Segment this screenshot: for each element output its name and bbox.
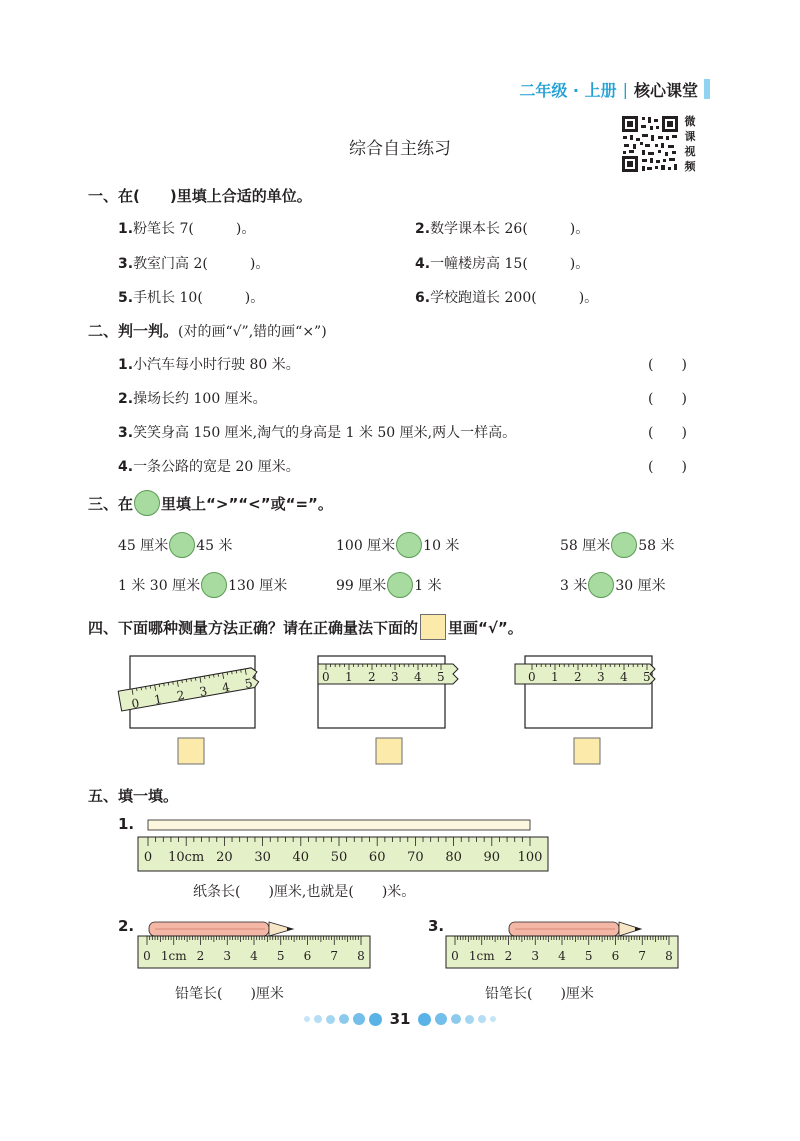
square-box-icon — [420, 614, 446, 640]
ruler-3 — [515, 664, 655, 684]
ruler-tick-label: 2 — [196, 949, 205, 963]
s2-item-3: 3.笑笑身高 150 厘米,淘气的身高是 1 米 50 厘米,两人一样高。 — [118, 425, 517, 441]
ruler-tick — [204, 676, 205, 679]
ruler-tick — [218, 674, 219, 677]
ruler2-label-3: 3 — [391, 670, 399, 684]
ruler3-label-5: 5 — [643, 670, 651, 684]
ruler-tick-label: 4 — [558, 949, 566, 963]
paper-strip — [148, 820, 530, 830]
s2-answer-1[interactable]: ( ) — [648, 357, 687, 373]
ruler-tick-label: 8 — [665, 949, 673, 963]
q1-ruler-figure — [135, 815, 555, 875]
s2-item-2: 2.操场长约 100 厘米。 — [118, 391, 267, 407]
section-label: 核心课堂 — [633, 80, 698, 100]
s1-item-6: 6.学校跑道长 200( )。 — [415, 290, 599, 306]
circle-icon — [134, 490, 160, 516]
ruler2-label-0: 0 — [322, 670, 330, 684]
ruler-tick — [214, 674, 215, 677]
ruler-tick-label: 20 — [216, 850, 233, 865]
ruler-tick-label: 90 — [483, 850, 501, 865]
ruler-tick — [137, 688, 138, 691]
header-bar — [704, 79, 710, 99]
q2-number: 2. — [118, 917, 135, 935]
ruler-tick — [209, 675, 210, 678]
ruler-tick — [236, 670, 237, 673]
s3-cmp-5: 99 厘米 1 米 — [336, 572, 442, 598]
ruler-tick — [191, 678, 192, 681]
book-header — [519, 78, 710, 100]
ruler-tick — [232, 671, 233, 674]
ruler-tick — [227, 672, 228, 675]
s2-answer-4[interactable]: ( ) — [648, 459, 687, 475]
compare-circle[interactable] — [588, 572, 614, 598]
s1-item-2: 2.数学课本长 26( )。 — [415, 221, 590, 237]
ruler3-label-1: 1 — [551, 670, 559, 684]
ruler-tick-label: 3 — [223, 949, 232, 963]
s1-item-4: 4.一幢楼房高 15( )。 — [415, 256, 590, 272]
measure-figures — [110, 650, 710, 770]
s3-cmp-2: 100 厘米 10 米 — [336, 532, 459, 558]
ruler-tick — [150, 686, 151, 689]
ruler-tick-label: 5 — [276, 949, 285, 963]
ruler-tick-label: 6 — [611, 949, 620, 963]
ruler-tick-label: 5 — [584, 949, 593, 963]
ruler-tick-label: 70 — [407, 850, 424, 865]
ruler2-label-5: 5 — [437, 670, 445, 684]
ruler1-label-5: 5 — [243, 675, 254, 692]
s2-item-4: 4.一条公路的宽是 20 厘米。 — [118, 459, 300, 475]
ruler-tick — [182, 680, 183, 683]
ruler-tick-label: 50 — [330, 850, 348, 865]
section2-heading: 二、判一判。(对的画“√”,错的画“×”) — [88, 322, 327, 340]
q3-text: 铅笔长( )厘米 — [485, 986, 594, 1002]
answer-box-3[interactable] — [574, 738, 600, 764]
ruler3-label-2: 2 — [574, 670, 582, 684]
answer-box-2[interactable] — [376, 738, 402, 764]
ruler1-label-4: 4 — [221, 679, 231, 696]
ruler-tick — [141, 687, 142, 690]
ruler-tick-label: 60 — [368, 850, 386, 865]
q3-ruler-figure — [443, 912, 683, 972]
ruler-tick-label: 1cm — [160, 949, 187, 963]
ruler-tick-label: 10cm — [168, 850, 205, 865]
ruler-tick-label: 0 — [451, 949, 459, 963]
s2-answer-2[interactable]: ( ) — [648, 391, 687, 407]
ruler3-label-3: 3 — [597, 670, 605, 684]
s1-item-5: 5.手机长 10( )。 — [118, 290, 265, 306]
ruler-tick — [159, 684, 160, 687]
qr-caption: 微课视频 — [684, 115, 696, 173]
ruler-tick-label: 40 — [292, 850, 310, 865]
ruler-tick-label: 0 — [143, 850, 153, 865]
q2-text: 铅笔长( )厘米 — [175, 986, 284, 1002]
ruler1-label-3: 3 — [198, 683, 209, 700]
page-footer — [0, 1010, 800, 1028]
ruler-tick-label: 8 — [357, 949, 365, 963]
ruler-tick-label: 6 — [303, 949, 312, 963]
section3-heading: 三、在 里填上“>”“<”或“=”。 — [88, 490, 333, 516]
compare-circle[interactable] — [387, 572, 413, 598]
ruler-tick-label: 30 — [254, 850, 271, 865]
ruler-tick-label: 3 — [531, 949, 540, 963]
section5-heading: 五、填一填。 — [88, 787, 179, 805]
ruler-tick — [146, 686, 147, 689]
q1-text: 纸条长( )厘米,也就是( )米。 — [193, 884, 416, 900]
ruler2-label-4: 4 — [414, 670, 422, 684]
ruler1-label-2: 2 — [175, 687, 186, 704]
ruler1-label-1: 1 — [153, 691, 164, 708]
s3-cmp-3: 58 厘米 58 米 — [560, 532, 675, 558]
page-number: 31 — [389, 1010, 411, 1028]
ruler2-label-1: 1 — [345, 670, 353, 684]
compare-circle[interactable] — [611, 532, 637, 558]
section4-heading: 四、下面哪种测量方法正确？请在正确量法下面的 里画“√”。 — [88, 614, 523, 640]
ruler2-label-2: 2 — [368, 670, 376, 684]
ruler-tick — [186, 679, 187, 682]
answer-box-1[interactable] — [178, 738, 204, 764]
ruler-tick-label: 2 — [504, 949, 513, 963]
ruler-2 — [318, 664, 458, 684]
ruler-tick — [241, 670, 242, 673]
ruler-tick-label: 7 — [638, 949, 647, 963]
ruler3-label-0: 0 — [528, 670, 536, 684]
ruler-tick-label: 80 — [445, 850, 462, 865]
pencil-icon — [149, 922, 293, 936]
ruler-tick-label: 4 — [250, 949, 258, 963]
q3-number: 3. — [428, 917, 445, 935]
q2-ruler-figure — [135, 912, 375, 972]
ruler-tick — [195, 678, 196, 681]
ruler-tick — [168, 682, 169, 685]
s2-item-1: 1.小汽车每小时行驶 80 米。 — [118, 357, 300, 373]
s2-answer-3[interactable]: ( ) — [648, 425, 687, 441]
s3-cmp-1: 45 厘米 45 米 — [118, 532, 233, 558]
ruler1-label-0: 0 — [130, 695, 141, 712]
compare-circle[interactable] — [169, 532, 195, 558]
pencil-icon — [509, 922, 641, 936]
s3-cmp-6: 3 米 30 厘米 — [560, 572, 666, 598]
ruler-tick-label: 1cm — [468, 949, 495, 963]
ruler3-label-4: 4 — [620, 670, 628, 684]
s1-item-3: 3.教室门高 2( )。 — [118, 256, 270, 272]
ruler-tick — [173, 682, 174, 685]
grade-label: 二年级 · 上册 — [519, 80, 617, 100]
s1-item-1: 1.粉笔长 7( )。 — [118, 221, 256, 237]
page-title: 综合自主练习 — [349, 139, 451, 159]
s3-cmp-4: 1 米 30 厘米 130 厘米 — [118, 572, 287, 598]
ruler-tick — [164, 683, 165, 686]
header-divider: | — [622, 79, 628, 99]
compare-circle[interactable] — [396, 532, 422, 558]
section1-heading: 一、在( )里填上合适的单位。 — [88, 187, 312, 205]
ruler-tick-label: 7 — [330, 949, 339, 963]
ruler-tick-label: 100 — [517, 850, 543, 865]
q1-number: 1. — [118, 815, 135, 833]
compare-circle[interactable] — [201, 572, 227, 598]
ruler-tick-label: 0 — [143, 949, 151, 963]
